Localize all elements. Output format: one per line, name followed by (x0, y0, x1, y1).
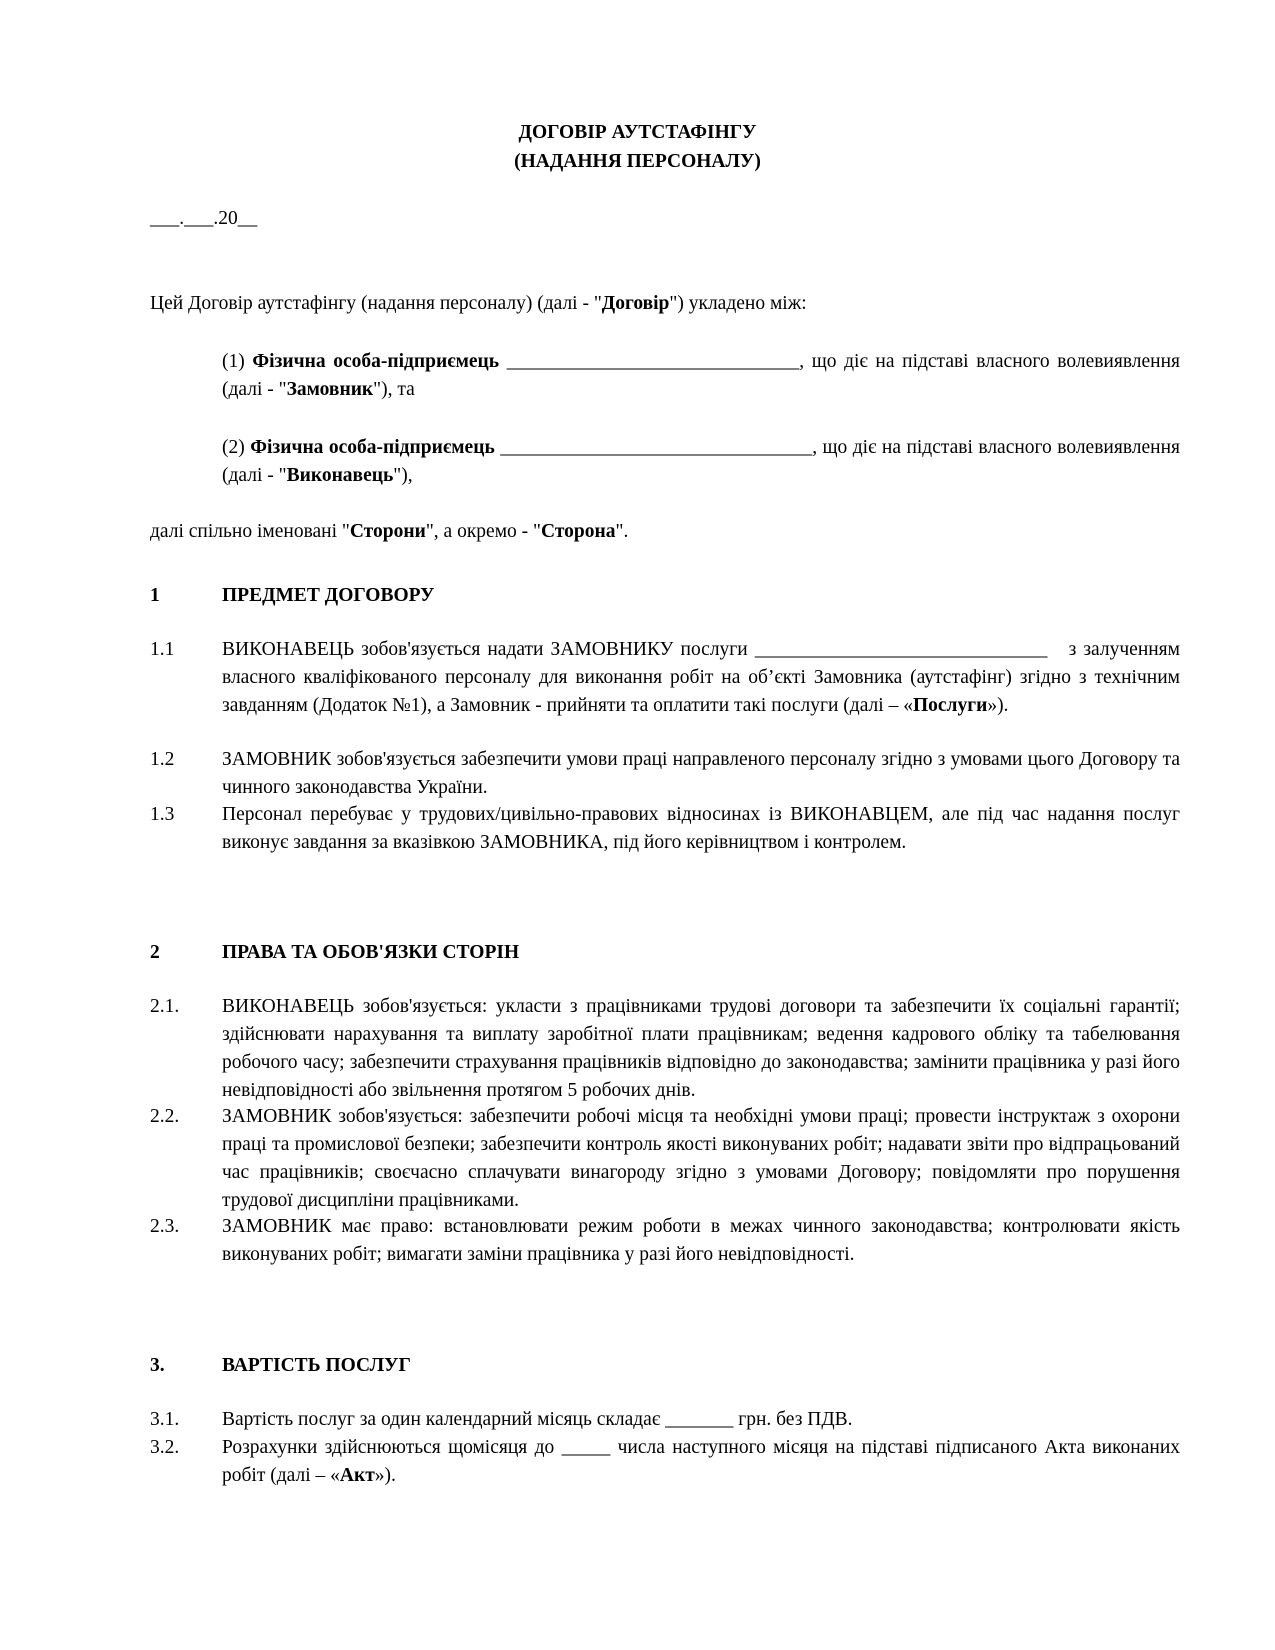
title-line-2: (НАДАННЯ ПЕРСОНАЛУ) (514, 151, 761, 172)
clause-3-2 (150, 1434, 1180, 1490)
party-2-text: , що діє на підставі власного волевиявлення (далі - " (222, 437, 1180, 486)
clause-text-part: з залученням власного кваліфікованого персоналу для виконання робіт на об’єкті Замовника (аутстафінг) згідно з технічним завданням (Додаток №1), а Замовник - прийняти та оплатити такі послуги (далі – « (222, 639, 1180, 716)
term-party: Сторона (541, 521, 616, 542)
clause-text-part: Вартість послуг за один календарний місяць складає (222, 1409, 661, 1430)
collectively-middle: ", а окремо - " (425, 521, 541, 542)
clause-text-end: »). (374, 1465, 396, 1486)
clause-1-2 (150, 746, 1180, 802)
document-title (0, 118, 1275, 176)
intro-defined-term: Договір (601, 293, 670, 314)
intro-text: Цей Договір аутстафінгу (надання персоналу) (далі - " (150, 293, 602, 314)
clause-text-part: Розрахунки здійснюються щомісяця до (222, 1437, 555, 1458)
clause-3-1 (150, 1406, 1180, 1434)
clause-number: 1.2 (150, 749, 175, 770)
clause-2-3 (150, 1213, 1180, 1269)
clause-text: ЗАМОВНИК має право: встановлювати режим роботи в межах чинного законодавства; контролювати якість виконуваних робіт; вимагати заміни працівника у разі його невідповідності. (222, 1216, 1180, 1265)
clause-number: 2.1. (150, 996, 180, 1017)
term-act: Акт (339, 1465, 375, 1486)
clause-text: ЗАМОВНИК зобов'язується забезпечити умови праці направленого персоналу згідно з умовами цього Договору та чинного законодавства України. (222, 749, 1180, 798)
clause-number: 2.2. (150, 1106, 180, 1127)
section-1-number: 1 (150, 585, 160, 606)
section-2-heading (150, 939, 519, 967)
price-blank: _______ (665, 1409, 734, 1430)
clause-text-part: числа наступного місяця на підставі підписаного Акта виконаних робіт (далі – « (222, 1437, 1181, 1486)
clause-text-end: »). (987, 695, 1009, 716)
collectively-paragraph (150, 518, 1180, 546)
clause-number: 3.2. (150, 1437, 180, 1458)
intro-paragraph (150, 290, 1180, 318)
clause-text: ЗАМОВНИК зобов'язується: забезпечити робочі місця та необхідні умови праці; провести інструктаж з охорони праці та промислової безпеки; забезпечити контроль якості виконуваних робіт; надавати звіти про відпрацьований час працівників; своєчасно сплачувати винагороду згідно з умовами Договору; повідомляти про порушення трудової дисципліни працівниками. (222, 1106, 1180, 1211)
party-1-end: "), та (373, 379, 415, 400)
section-1-title: ПРЕДМЕТ ДОГОВОРУ (222, 585, 435, 606)
party-2 (222, 434, 1180, 490)
intro-text-end: ") укладено між: (669, 293, 807, 314)
section-2-title: ПРАВА ТА ОБОВ'ЯЗКИ СТОРІН (222, 942, 520, 963)
clause-text (222, 1434, 1180, 1490)
party-2-defined-term: Виконавець (286, 465, 394, 486)
clause-2-1 (150, 993, 1180, 1105)
collectively-text: далі спільно іменовані " (150, 521, 350, 542)
clause-text-part: грн. без ПДВ. (738, 1409, 853, 1430)
clause-text: ВИКОНАВЕЦЬ зобов'язується: укласти з працівниками трудові договори та забезпечити їх соціальні гарантії; здійснювати нарахування та виплату заробітної плати працівникам; ведення кадрового обліку та табелювання робочого часу; забезпечити страхування працівників відповідно до законодавства; замінити працівника у разі його невідповідності або звільнення протягом 5 робочих днів. (222, 996, 1180, 1101)
party-1 (222, 348, 1180, 404)
date-placeholder: ___.___.20__ (150, 208, 258, 229)
clause-text (222, 636, 1180, 720)
title-line-1: ДОГОВІР АУТСТАФІНГУ (518, 122, 757, 143)
clause-1-3 (150, 801, 1180, 857)
section-2-number: 2 (150, 942, 160, 963)
party-1-blank: ______________________________ (506, 351, 800, 372)
term-services: Послуги (912, 695, 988, 716)
party-1-defined-term: Замовник (286, 379, 374, 400)
party-2-number: (2) (222, 437, 245, 458)
section-3-number: 3. (150, 1355, 165, 1376)
clause-1-1 (150, 636, 1180, 720)
party-1-type: Фізична особа-підприємець (252, 351, 500, 372)
day-blank: _____ (561, 1437, 611, 1458)
clause-2-2 (150, 1103, 1180, 1215)
party-2-type: Фізична особа-підприємець (250, 437, 495, 458)
term-parties: Сторони (349, 521, 426, 542)
section-1-heading (150, 582, 434, 610)
collectively-end: ". (615, 521, 629, 542)
clause-number: 1.1 (150, 639, 175, 660)
party-1-number: (1) (222, 351, 245, 372)
section-3-heading (150, 1352, 411, 1380)
clause-number: 3.1. (150, 1409, 180, 1430)
clause-text: Персонал перебуває у трудових/цивільно-правових відносинах із ВИКОНАВЦЕМ, але під час надання послуг виконує завдання за вказівкою ЗАМОВНИКА, під його керівництвом і контролем. (222, 804, 1180, 853)
party-1-text: , що діє на підставі власного волевиявлення (далі - " (222, 351, 1181, 400)
clause-number: 1.3 (150, 804, 175, 825)
clause-text-part: ВИКОНАВЕЦЬ зобов'язується надати ЗАМОВНИКУ послуги (222, 639, 748, 660)
party-2-blank: ________________________________ (500, 437, 813, 458)
service-blank: ______________________________ (754, 639, 1048, 660)
clause-number: 2.3. (150, 1216, 180, 1237)
clause-text (222, 1406, 1180, 1434)
party-2-end: "), (393, 465, 413, 486)
section-3-title: ВАРТІСТЬ ПОСЛУГ (222, 1355, 411, 1376)
